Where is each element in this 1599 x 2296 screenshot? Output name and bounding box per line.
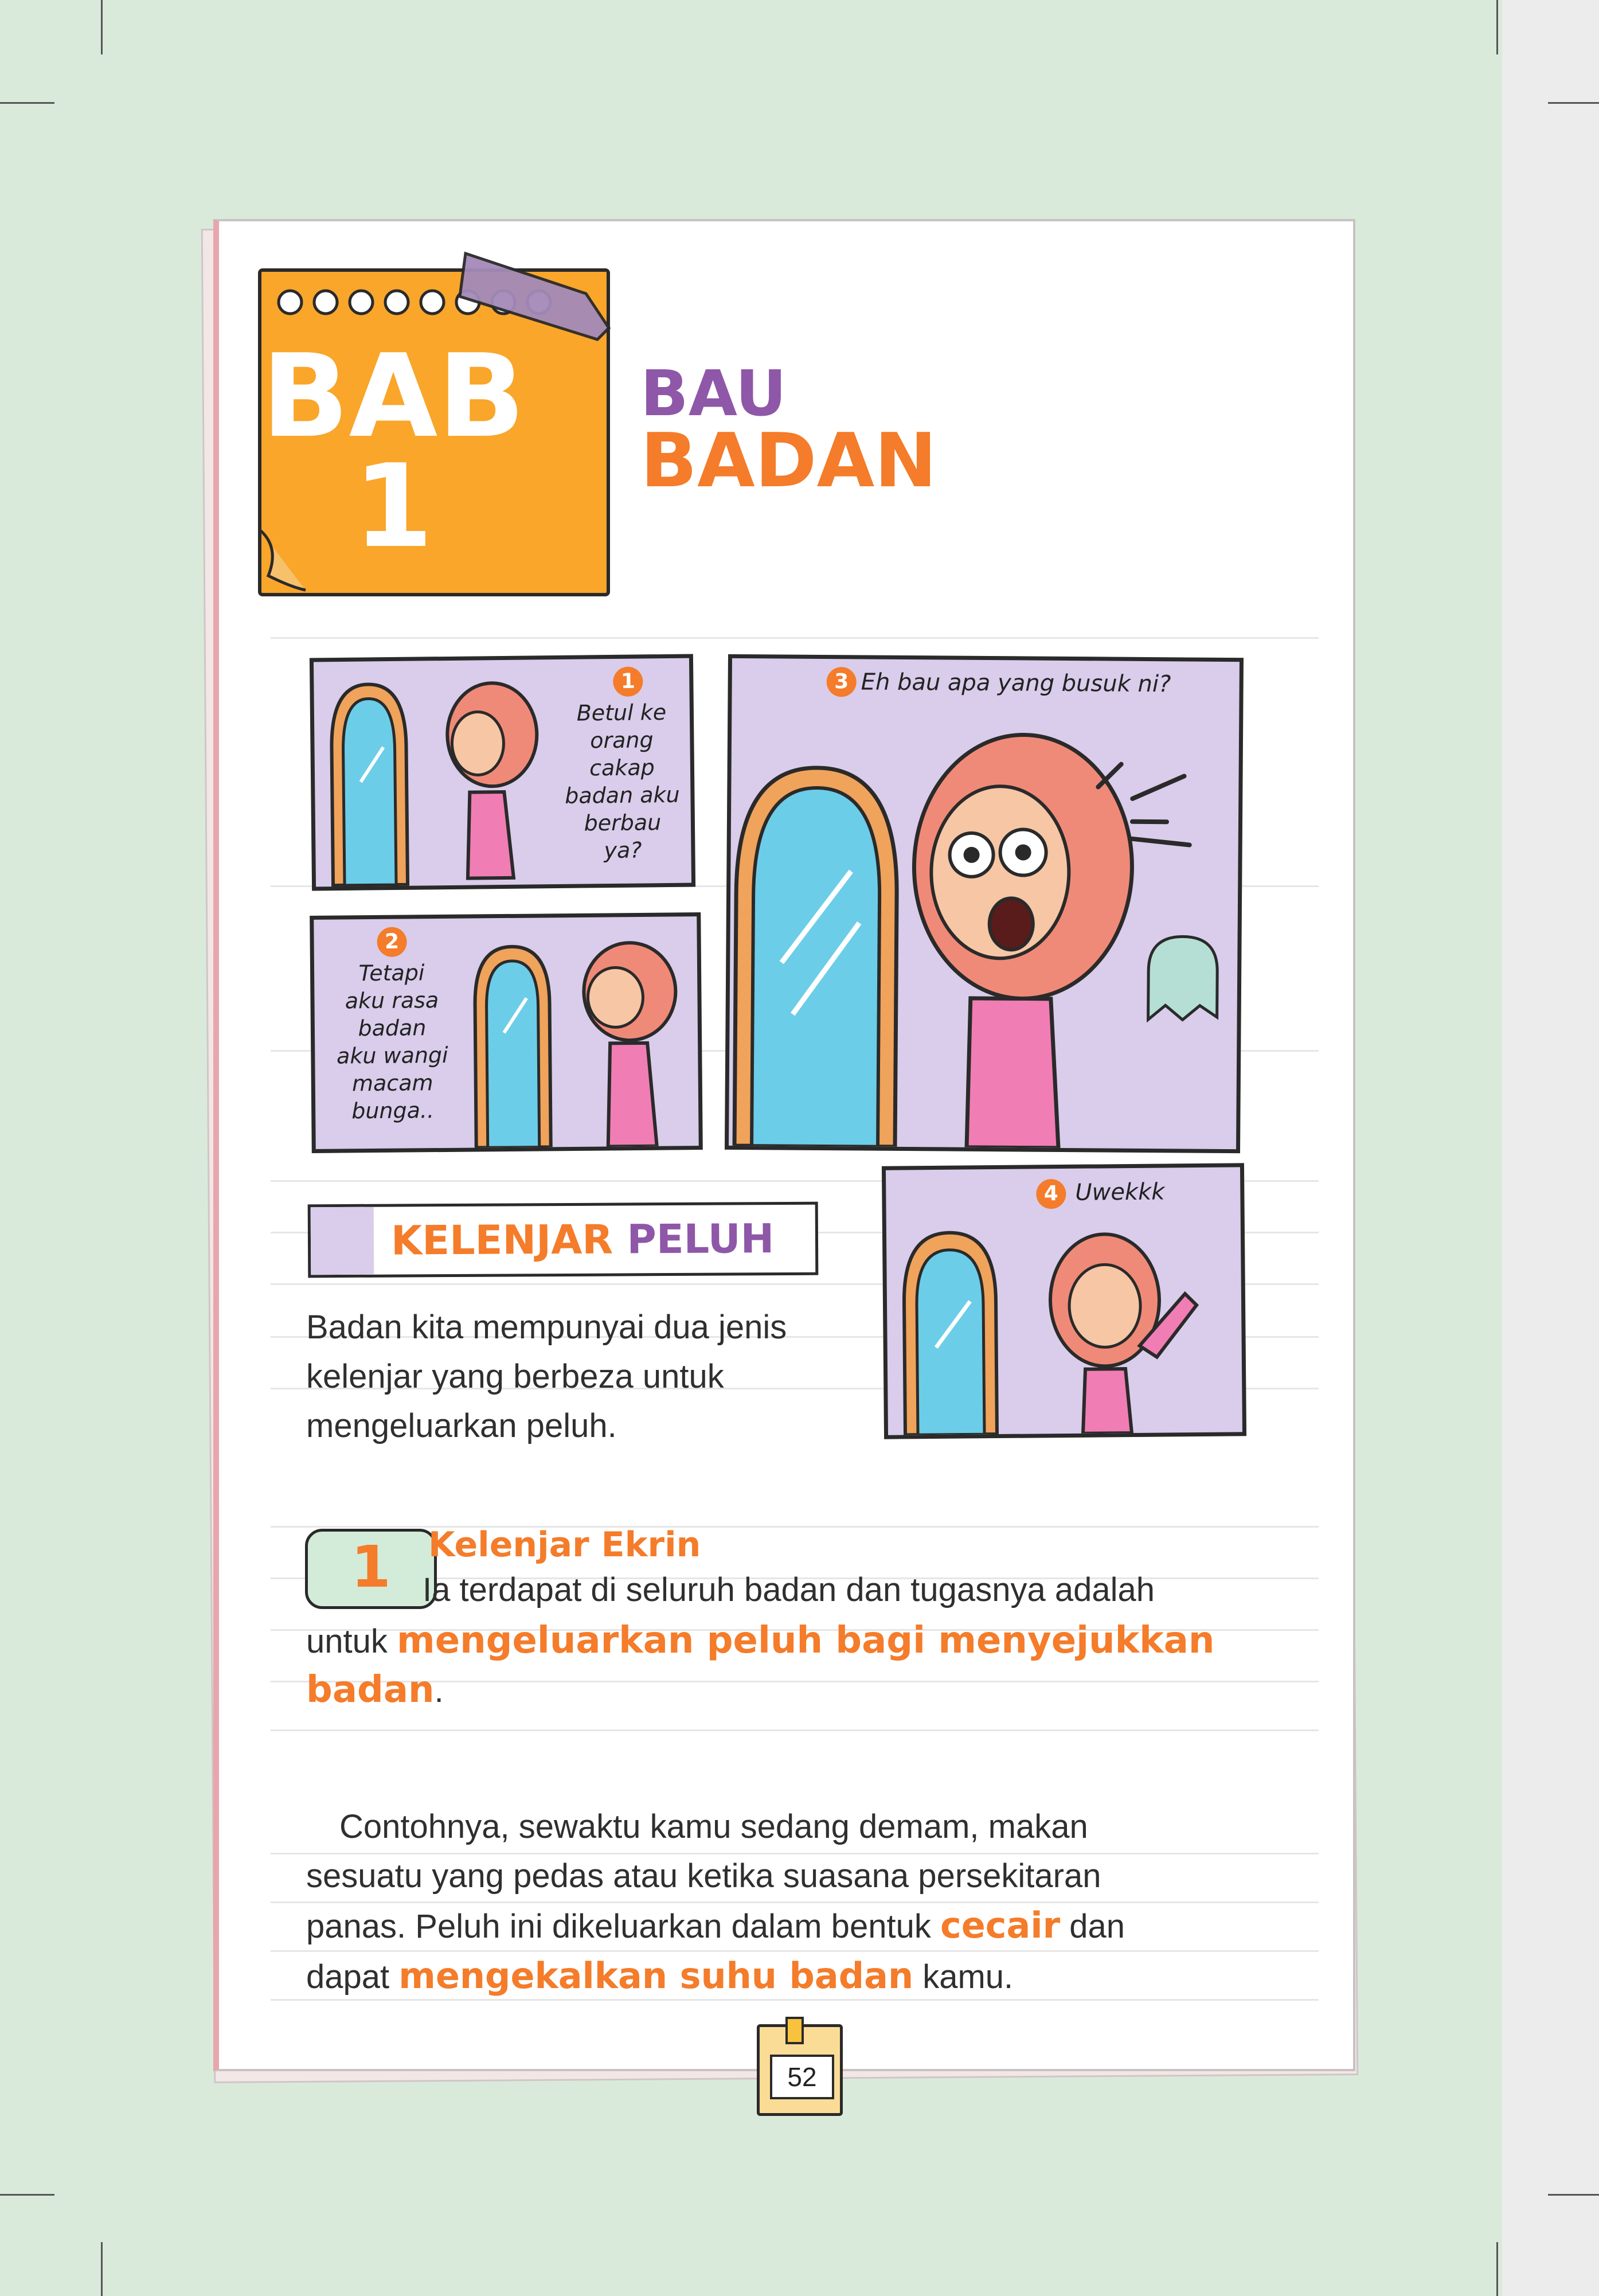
crop-mark [1496,2242,1498,2296]
notebook-page [213,219,1355,2071]
speech-line: aku wangi [336,1042,448,1069]
panel-number-badge: 1 [613,666,643,697]
section-intro [306,1303,868,1451]
intro-line: Badan kita mempunyai dua jenis [306,1309,787,1346]
item-highlight: badan [306,1669,435,1711]
paragraph-highlight: cecair [940,1904,1061,1946]
paragraph-line [306,1901,1252,1951]
speech-line: ya? [604,837,642,864]
paragraph-text: panas. Peluh ini dikeluarkan dalam bentuk [306,1908,940,1945]
panel-2-speech [320,959,465,1125]
panel-number-badge: 3 [827,667,857,697]
example-paragraph [306,1802,1252,2002]
girl-smelling-illustration [463,934,694,1147]
crop-mark [1548,102,1599,104]
section-heading-part1: KELENJAR [390,1216,613,1264]
intro-line: kelenjar yang berbeza untuk [306,1358,724,1395]
speech-line: aku rasa [345,987,439,1014]
crop-mark [1548,2194,1599,2196]
panel-3-speech: Eh bau apa yang busuk ni? [861,669,1171,698]
chapter-tag-word: BAB [261,330,525,463]
intro-line: mengeluarkan peluh. [306,1407,617,1444]
speech-line: badan [358,1015,427,1041]
item-title: Kelenjar Ekrin [428,1525,701,1565]
paragraph-text: dan [1060,1908,1125,1945]
item-line-2 [306,1616,1223,1666]
paragraph-highlight: mengekalkan suhu badan [398,1955,914,1997]
speech-line: macam [351,1070,433,1096]
chapter-title-line2: BADAN [640,417,937,504]
panel-number-badge: 2 [377,927,406,957]
speech-line: berbau [584,810,662,836]
item-text: . [434,1672,444,1709]
crop-mark [101,2242,103,2296]
panel-4-speech: Uwekkk [1075,1178,1165,1206]
comic-panel-3 [725,654,1244,1153]
crop-mark [101,0,103,54]
speech-line: bunga.. [351,1098,435,1124]
rule-line [271,637,1319,639]
page-margin-strip [1502,0,1599,2296]
item-number-box [305,1529,437,1609]
chapter-tag-number: 1 [353,440,433,573]
paragraph-line: sesuatu yang pedas atau ketika suasana persekitaran [306,1857,1101,1895]
speech-line: cakap [589,755,655,781]
item-number: 1 [351,1533,391,1600]
section-heading-box [308,1202,819,1278]
girl-mirror-illustration [319,671,562,891]
comic-panel-4 [882,1163,1246,1439]
chapter-title-line1: BAU [640,357,787,430]
paragraph-line: Contohnya, sewaktu kamu sedang demam, makan [339,1808,1088,1845]
item-line-3 [306,1665,1223,1716]
page-number: 52 [770,2055,834,2099]
panel-number-badge: 4 [1036,1179,1066,1209]
crop-mark [0,102,54,104]
item-line-1: Ia terdapat di seluruh badan dan tugasnya adalah [423,1571,1155,1608]
tape-icon [454,231,620,345]
rule-line [271,1729,1319,1731]
disgusted-girl-illustration [886,1207,1242,1435]
crop-mark [1496,0,1498,54]
item-highlight: mengeluarkan peluh bagi menyejukkan [397,1619,1215,1662]
paragraph-text: dapat [306,1958,399,1996]
speech-line: Tetapi [358,960,425,986]
heading-accent [311,1207,374,1275]
curled-corner-icon [257,524,308,593]
shocked-girl-illustration [729,704,1236,1149]
speech-line: orang [590,727,654,753]
speech-line: badan aku [565,782,680,809]
panel-1-speech [555,698,690,865]
page-number-tag [757,2024,843,2116]
comic-panel-2 [310,912,703,1153]
section-heading [390,1215,775,1264]
speech-line: Betul ke [576,700,667,726]
item-text: untuk [306,1623,397,1660]
section-heading-part2: PELUH [627,1215,775,1263]
comic-panel-1 [310,654,695,891]
bookmark-icon [785,2017,804,2044]
paragraph-line [306,1951,1252,2002]
crop-mark [0,2194,54,2196]
paragraph-text: kamu. [913,1958,1014,1996]
